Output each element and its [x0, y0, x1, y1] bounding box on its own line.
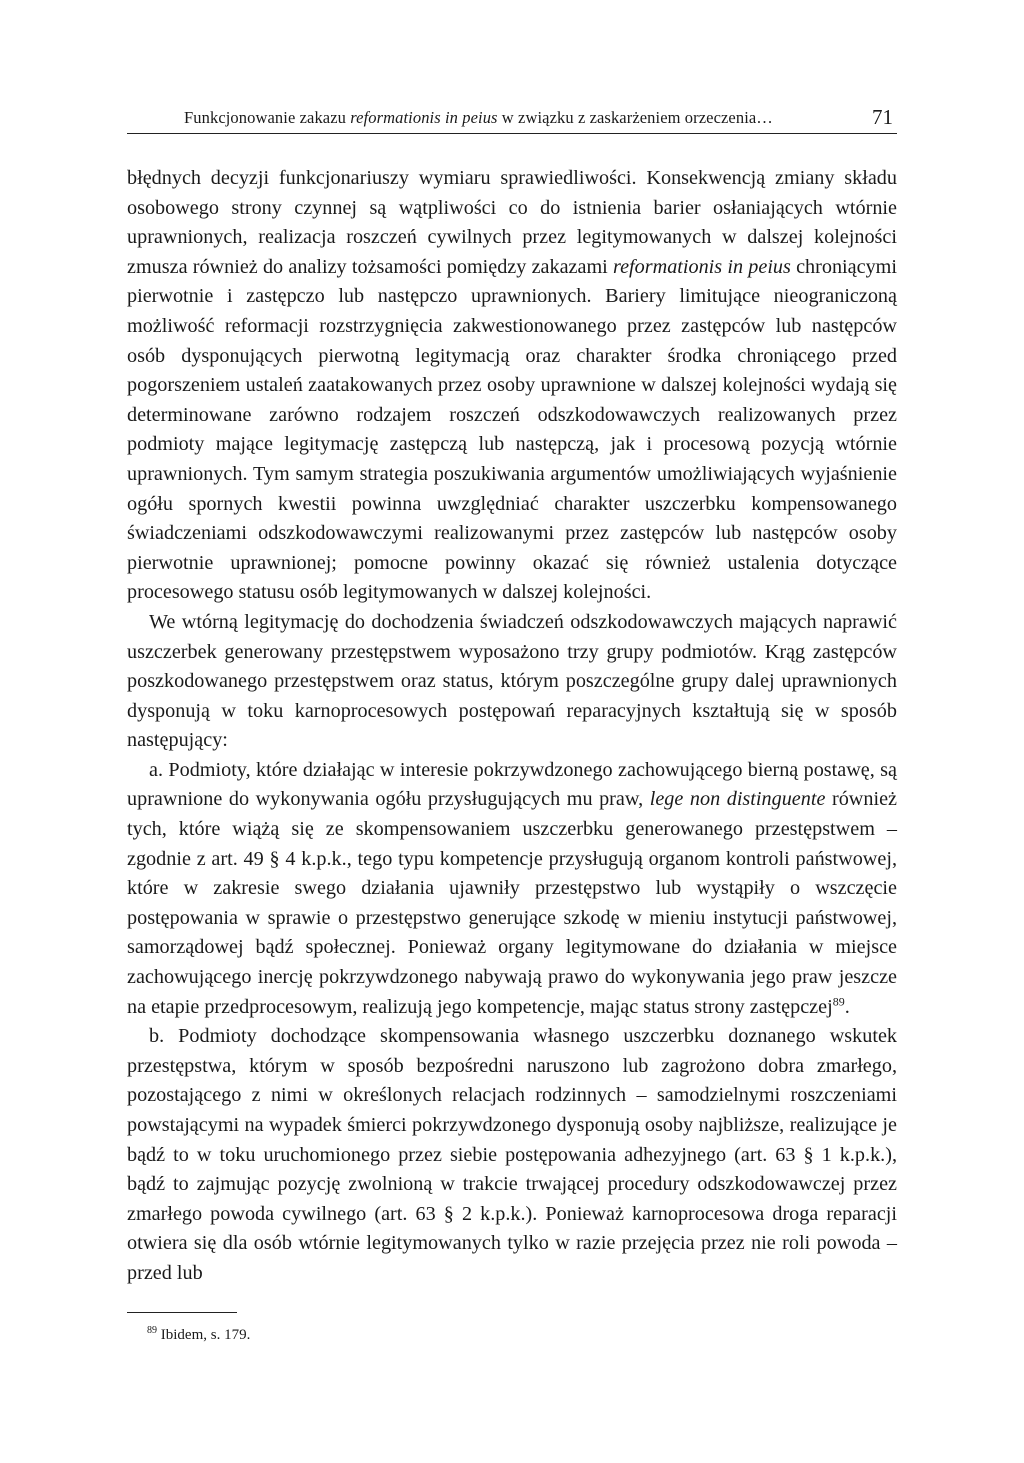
paragraph-text: błędnych decyzji funkcjonariuszy wymiaru sprawiedliwości. Konsekwencją zmiany składu osobowego strony czynnej są wątpliwości co do istnienia barier osłaniających wtórnie uprawnionych, realizacja roszczeń cywilnych przez legitymowanych w dalszej kolejności zmusza również do analizy tożsamości pomiędzy zakazami	[127, 167, 897, 278]
latin-term: lege non distinguente	[649, 788, 826, 811]
book-page	[127, 96, 897, 1344]
main-text	[127, 164, 897, 1289]
list-item-b: b. Podmioty dochodzące skompensowania własnego uszczerbku doznanego wskutek przestępstwa, którym w sposób bezpośredni naruszono lub zagrożono dobra zmarłego, pozostającego z nimi w określonych relacjach rodzinnych – samodzielnymi roszczeniami powstającymi na wypadek śmierci pokrzywdzonego dysponują osoby najbliższe, realizujące je bądź to w toku uruchomionego przez siebie postępowania adhezyjnego (art. 63 § 1 k.p.k.), bądź to zajmując pozycję zwolnioną w trakcie trwającej procedury odszkodowawczej przez zmarłego powoda cywilnego (art. 63 § 2 k.p.k.). Ponieważ karnoprocesowa droga reparacji otwiera się dla osób wtórnie legitymowanych tylko w razie przejęcia przez nie roli powoda – przed lub	[127, 1025, 897, 1284]
footnote	[147, 1324, 897, 1344]
running-title	[184, 108, 773, 128]
page-number: 71	[872, 105, 893, 129]
list-item-a	[127, 756, 897, 1022]
footnote-number: 89	[147, 1324, 157, 1336]
paragraph-2: We wtórną legitymację do dochodzenia świadczeń odszkodowawczych mających naprawić uszczerbek generowany przestępstwem wyposażono trzy grupy podmiotów. Krąg zastępców poszkodowanego przestępstwem oraz status, którym poszczególne grupy dalej uprawnionych dysponują w toku karnoprocesowych postępowań reparacyjnych kształtują się w sposób następujący:	[127, 610, 897, 752]
running-title-part: w związku z zaskarżeniem orzeczenia…	[497, 108, 773, 127]
paragraph-text: a. Podmioty, które działając w interesie pokrzywdzonego zachowującego bierną postawę, są uprawnione do wykonywania ogółu przysługujących mu praw,	[127, 758, 897, 811]
running-header	[127, 96, 897, 134]
running-title-part: Funkcjonowanie zakazu	[184, 108, 351, 127]
latin-term: reformationis in peius	[612, 255, 791, 278]
paragraph-text: .	[844, 995, 850, 1018]
running-title-italic: reformationis in peius	[350, 108, 498, 127]
paragraph-1	[127, 164, 897, 608]
paragraph-text: również tych, które wiążą się ze skompensowaniem uszczerbku generowanego przestępstwem – zgodnie z art. 49 § 4 k.p.k., tego typu kompetencje przysługują organom kontroli państwowej, które w zakresie swego działania ujawniły przestępstwo lub wystąpiły o wszczęcie postępowania w sprawie o przestępstwo generujące szkodę w mieniu instytucji państwowej, samorządowej bądź społecznej. Ponieważ organy legitymowane do działania w miejsce zachowującego inercję pokrzywdzonego nabywają prawo do wykonywania jego praw jeszcze na etapie przedprocesowym, realizują jego kompetencje, mając status strony zastępczej	[127, 788, 897, 1018]
paragraph-text: chroniącymi pierwotnie i zastępczo lub następczo uprawnionych. Bariery limitujące nieograniczoną możliwość reformacji rozstrzygnięcia zakwestionowanego przez zastępców lub następców osób dysponujących pierwotną legitymacją oraz charakter środka chroniącego przed pogorszeniem ustaleń zaatakowanych przez osoby uprawnione w dalszej kolejności wydają się determinowane zarówno rodzajem roszczeń odszkodowawczych realizowanych przez podmioty mające legitymację zastępczą lub następczą, jak i procesową pozycją wtórnie uprawnionych. Tym samym strategia poszukiwania argumentów umożliwiających wyjaśnienie ogółu spornych kwestii powinna uwzględniać charakter uszczerbku kompensowanego świadczeniami odszkodowawczymi realizowanymi przez zastępców lub następców osoby pierwotnie uprawnionej; pomocne powinny okazać się również ustalenia dotyczące procesowego statusu osób legitymowanych w dalszej kolejności.	[127, 255, 897, 604]
footnote-text: Ibidem, s. 179.	[157, 1326, 251, 1343]
footnote-divider	[127, 1312, 237, 1313]
footnote-reference[interactable]: 89	[832, 993, 845, 1008]
